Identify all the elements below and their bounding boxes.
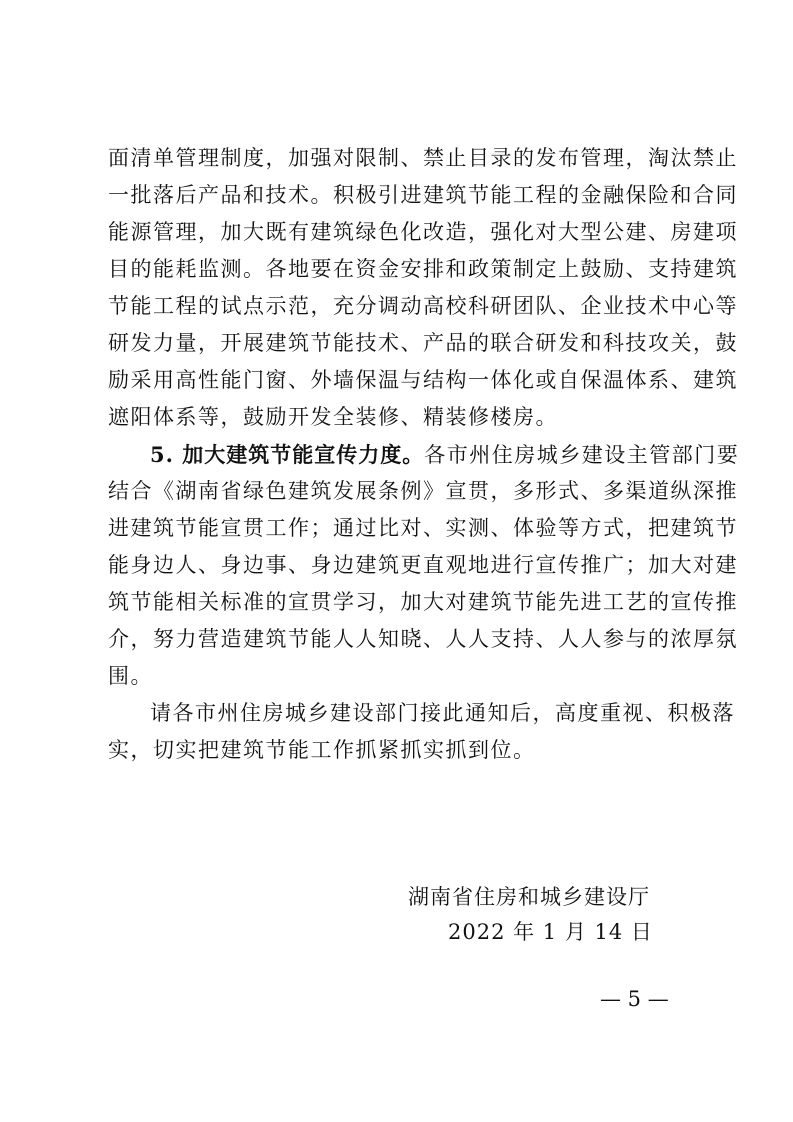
- signature-organization: 湖南省住房和城乡建设厅: [408, 885, 650, 909]
- page-number: — 5 —: [600, 987, 669, 1011]
- paragraph-line: 遮阳体系等，鼓励开发全装修、精装修楼房。: [108, 405, 558, 429]
- paragraph-line: 节能工程的试点示范，充分调动高校科研团队、企业技术中心等: [108, 294, 738, 318]
- paragraph-line: 目的能耗监测。各地要在资金安排和政策制定上鼓励、支持建筑: [108, 257, 738, 281]
- paragraph-item-5-publicity: [108, 436, 740, 695]
- closing-first-line: 请各市州住房城乡建设部门接此通知后，高度重视、积极落: [150, 701, 735, 725]
- paragraph-line: 进建筑节能宣贯工作；通过比对、实测、体验等方式，把建筑节: [108, 516, 738, 540]
- item-5-first-line-text: 各市州住房城乡建设主管部门要: [424, 443, 740, 467]
- paragraph-line: 能身边人、身边事、身边建筑更直观地进行宣传推广；加大对建: [108, 553, 738, 577]
- paragraph-line: 面清单管理制度，加强对限制、禁止目录的发布管理，淘汰禁止: [108, 146, 738, 170]
- closing-second-line: 实，切实把建筑节能工作抓紧抓实抓到位。: [108, 738, 536, 762]
- paragraph-line: 围。: [108, 664, 153, 688]
- paragraph-line: 一批落后产品和技术。积极引进建筑节能工程的金融保险和合同: [108, 183, 738, 207]
- paragraph-line: 结合《湖南省绿色建筑发展条例》宣贯，多形式、多渠道纵深推: [108, 479, 738, 503]
- item-5-heading: 5. 加大建筑节能宣传力度。: [150, 442, 425, 467]
- signature-date: 2022 年 1 月 14 日: [448, 920, 653, 944]
- document-body: [108, 140, 740, 769]
- paragraph-line: 研发力量，开展建筑节能技术、产品的联合研发和科技攻关，鼓: [108, 331, 738, 355]
- paragraph-line: 能源管理，加大既有建筑绿色化改造，强化对大型公建、房建项: [108, 220, 738, 244]
- paragraph-line: 励采用高性能门窗、外墙保温与结构一体化或自保温体系、建筑: [108, 368, 738, 392]
- paragraph-energy-standards: [108, 140, 738, 436]
- item-5-first-line: [108, 436, 740, 473]
- paragraph-line: 介，努力营造建筑节能人人知晓、人人支持、人人参与的浓厚氛: [108, 627, 738, 651]
- paragraph-closing-request: [108, 695, 735, 769]
- paragraph-line: 筑节能相关标准的宣贯学习，加大对建筑节能先进工艺的宣传推: [108, 590, 738, 614]
